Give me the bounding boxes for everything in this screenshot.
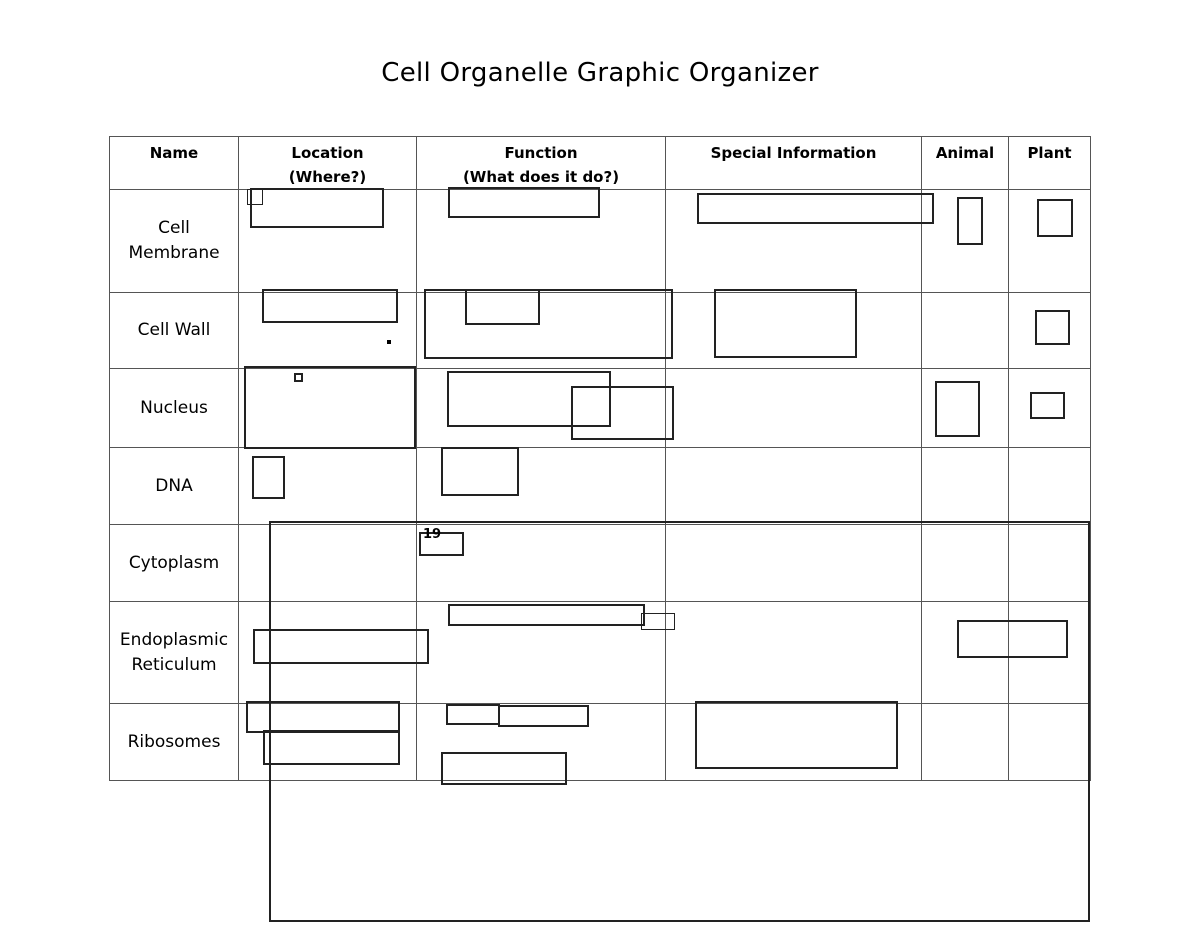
row-name-cytoplasm: Cytoplasm [110, 525, 239, 602]
header-function: Function (What does it do?) [417, 137, 666, 190]
field-box[interactable] [697, 193, 934, 224]
header-special-information: Special Information [666, 137, 922, 190]
animal-cell[interactable] [922, 293, 1009, 369]
field-box[interactable] [294, 373, 303, 382]
row-name-cell-wall: Cell Wall [110, 293, 239, 369]
field-box[interactable] [957, 197, 983, 245]
plant-cell[interactable] [1009, 448, 1091, 525]
header-row [110, 137, 1091, 190]
header-location: Location (Where?) [239, 137, 417, 190]
field-box[interactable] [250, 188, 384, 228]
field-box[interactable] [448, 604, 645, 626]
row-name-cell-membrane: Cell Membrane [110, 190, 239, 293]
field-box[interactable] [935, 381, 980, 437]
animal-cell[interactable] [922, 448, 1009, 525]
header-plant: Plant [1009, 137, 1091, 190]
field-box[interactable] [1037, 199, 1073, 237]
field-box[interactable] [246, 701, 400, 733]
header-animal: Animal [922, 137, 1009, 190]
row-name-endoplasmic-reticulum: Endoplasmic Reticulum [110, 602, 239, 704]
page-title: Cell Organelle Graphic Organizer [381, 58, 819, 88]
field-box[interactable] [498, 705, 589, 727]
marker-label: 19 [423, 527, 442, 542]
field-box[interactable] [262, 289, 398, 323]
field-box[interactable] [441, 752, 567, 785]
field-box[interactable] [244, 366, 416, 449]
field-box[interactable] [571, 386, 674, 440]
field-box[interactable] [1030, 392, 1065, 419]
field-box[interactable] [957, 620, 1068, 658]
row-name-ribosomes: Ribosomes [110, 704, 239, 781]
field-box[interactable] [441, 447, 519, 496]
field-box[interactable] [714, 289, 857, 358]
field-box[interactable] [253, 629, 429, 664]
field-box[interactable] [263, 730, 400, 765]
field-box[interactable] [448, 187, 600, 218]
field-box[interactable] [252, 456, 285, 499]
dot-marker [387, 340, 391, 344]
field-box[interactable] [695, 701, 898, 769]
header-name: Name [110, 137, 239, 190]
field-box[interactable] [424, 289, 673, 359]
field-box[interactable] [465, 289, 540, 325]
special-info-cell[interactable] [666, 448, 922, 525]
special-info-cell[interactable] [666, 369, 922, 448]
row-name-dna: DNA [110, 448, 239, 525]
field-box[interactable] [446, 704, 500, 725]
field-box[interactable] [1035, 310, 1070, 345]
row-name-nucleus: Nucleus [110, 369, 239, 448]
field-box[interactable] [641, 613, 675, 630]
